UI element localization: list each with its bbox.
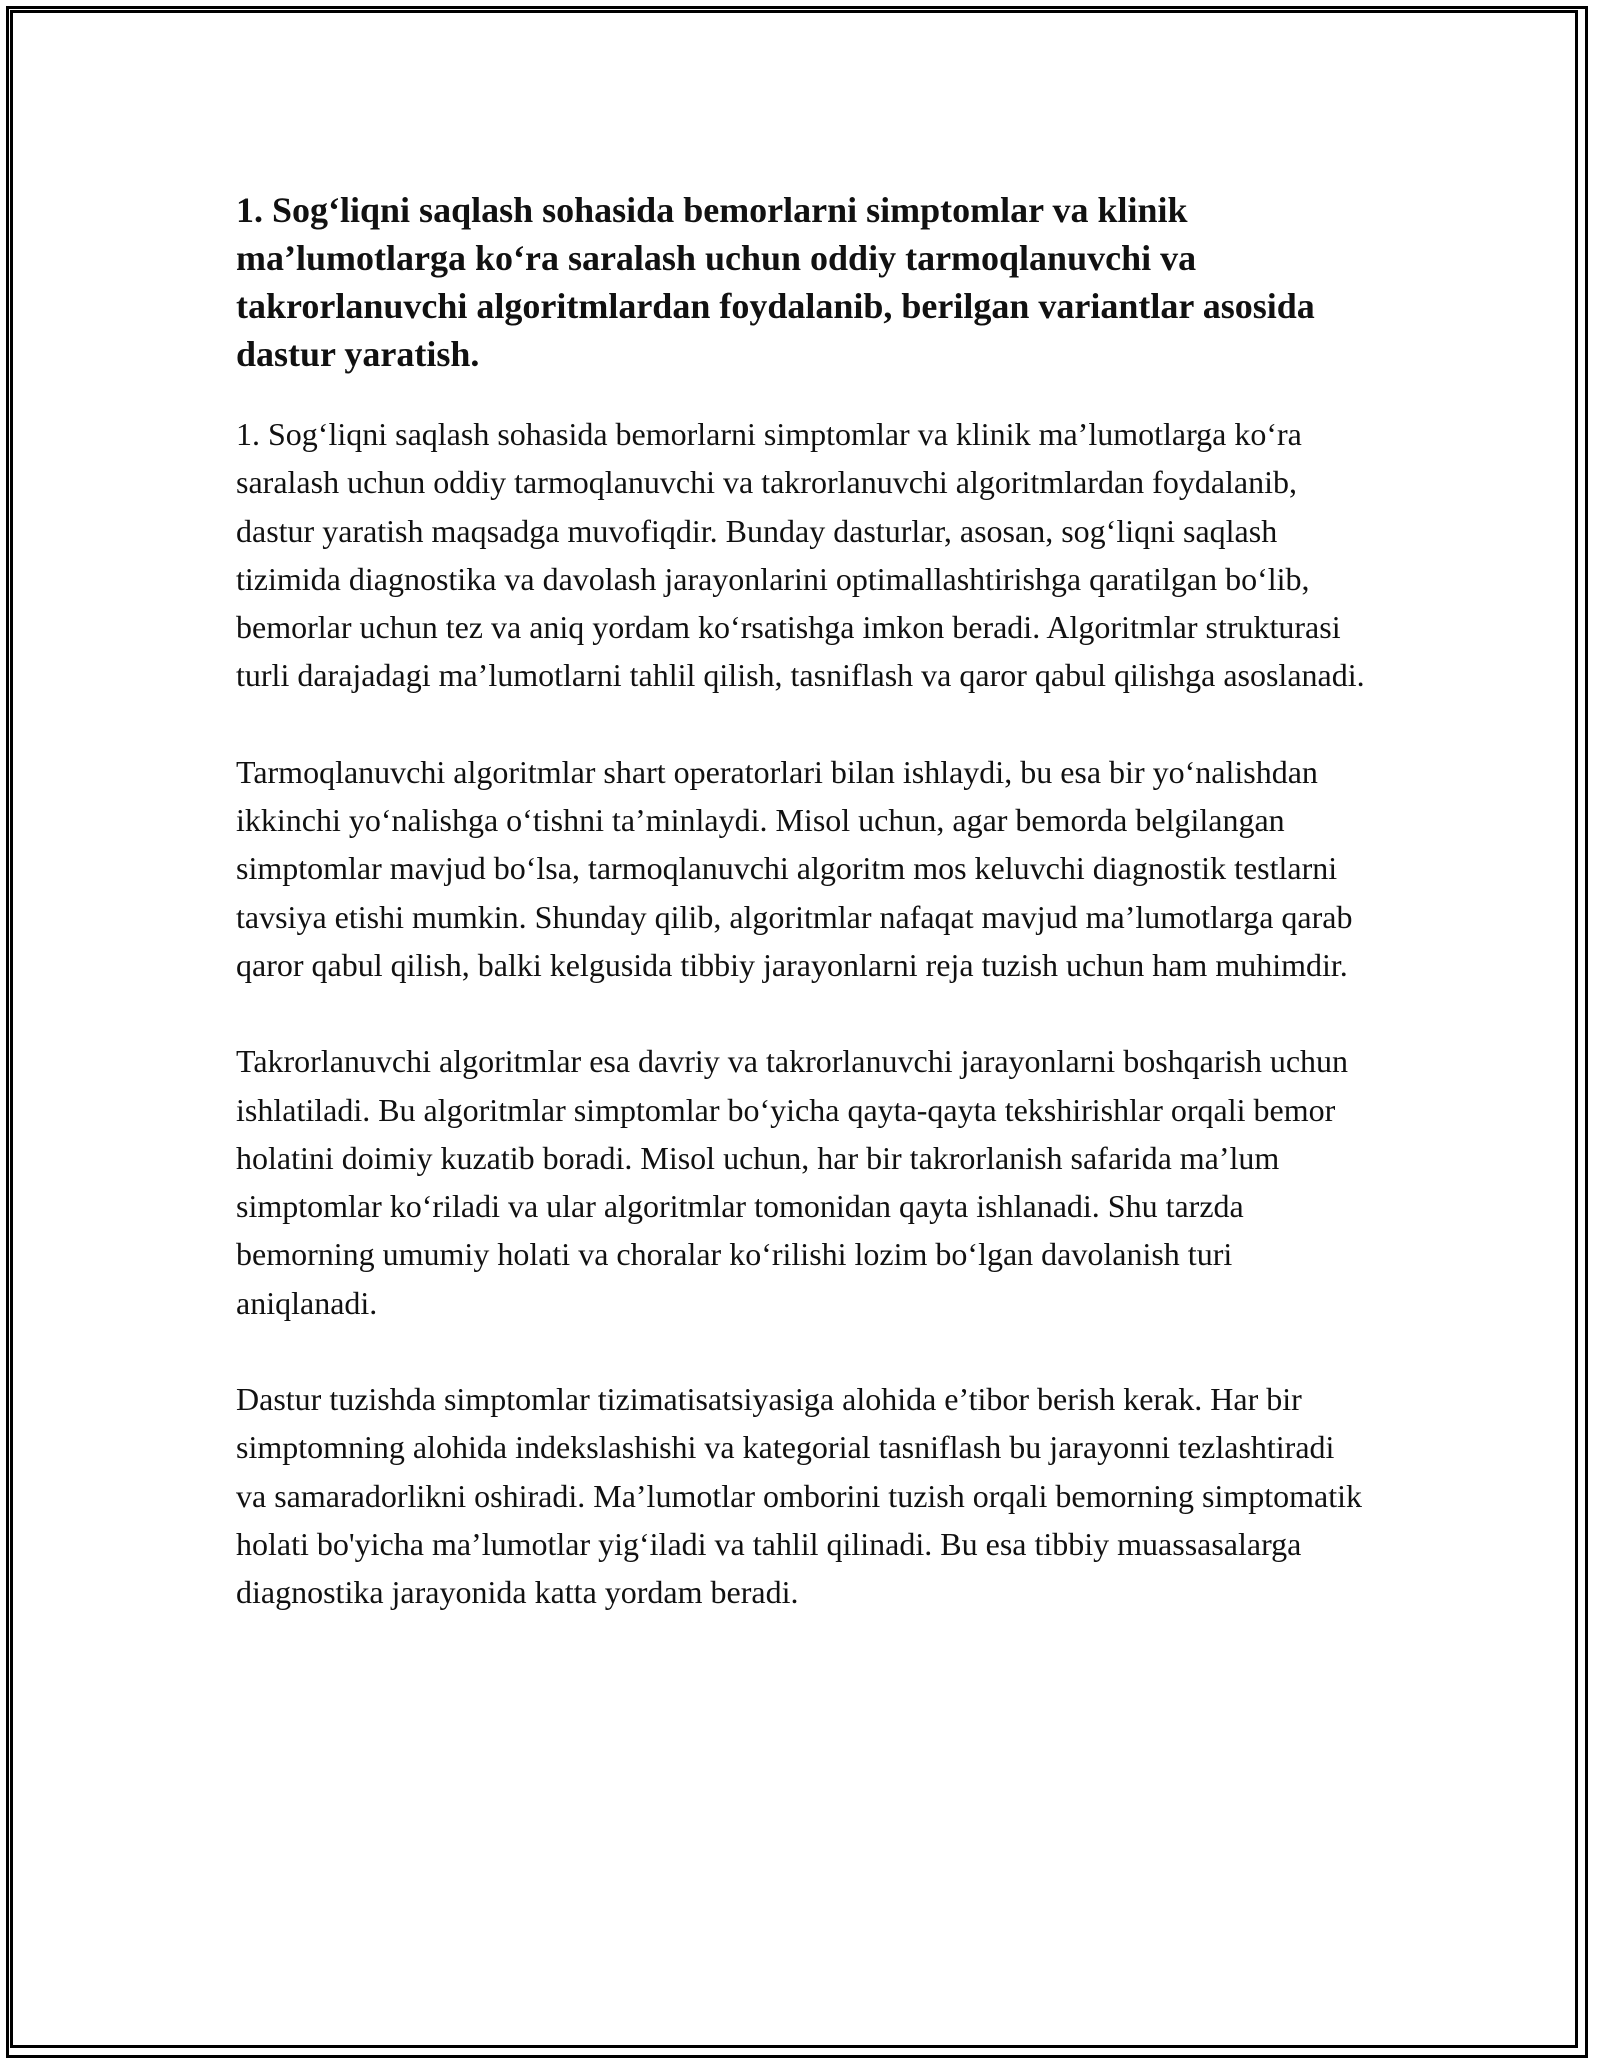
document-body <box>236 186 1366 1617</box>
paragraph-program-design: Dastur tuzishda simptomlar tizimatisatsiyasiga alohida e’tibor berish kerak. Har bir simptomning alohida indekslashishi va kategorial tasniflash bu jarayonni tezlashtiradi va samaradorlikni oshiradi. Ma’lumotlar omborini tuzish orqali bemorning simptomatik holati bo'yicha ma’lumotlar yig‘iladi va tahlil qilinadi. Bu esa tibbiy muassasalarga diagnostika jarayonida katta yordam beradi. <box>236 1381 1363 1611</box>
paragraph-intro: 1. Sog‘liqni saqlash sohasida bemorlarni simptomlar va klinik ma’lumotlarga ko‘ra saralash uchun oddiy tarmoqlanuvchi va takrorlanuvchi algoritmlardan foydalanib, dastur yaratish maqsadga muvofiqdir. Bunday dasturlar, asosan, sog‘liqni saqlash tizimida diagnostika va davolash jarayonlarini optimallashtirishga qaratilgan bo‘lib, bemorlar uchun tez va aniq yordam ko‘rsatishga imkon beradi. Algoritmlar strukturasi turli darajadagi ma’lumotlarni tahlil qilish, tasniflash va qaror qabul qilishga asoslanadi. <box>236 416 1365 694</box>
paragraph-branching-algorithms: Tarmoqlanuvchi algoritmlar shart operatorlari bilan ishlaydi, bu esa bir yo‘nalishdan ikkinchi yo‘nalishga o‘tishni ta’minlaydi. Misol uchun, agar bemorda belgilangan simptomlar mavjud bo‘lsa, tarmoqlanuvchi algoritm mos keluvchi diagnostik testlarni tavsiya etishi mumkin. Shunday qilib, algoritmlar nafaqat mavjud ma’lumotlarga qarab qaror qabul qilish, balki kelgusida tibbiy jarayonlarni reja tuzish uchun ham muhimdir. <box>236 753 1353 983</box>
paragraph-iterative-algorithms: Takrorlanuvchi algoritmlar esa davriy va takrorlanuvchi jarayonlarni boshqarish uchun ishlatiladi. Bu algoritmlar simptomlar bo‘yicha qayta-qayta tekshirishlar orqali bemor holatini doimiy kuzatib boradi. Misol uchun, har bir takrorlanish safarida ma’lum simptomlar ko‘riladi va ular algoritmlar tomonidan qayta ishlanadi. Shu tarzda bemorning umumiy holati va choralar ko‘rilishi lozim bo‘lgan davolanish turi aniqlanadi. <box>236 1043 1349 1321</box>
document-title: 1. Sog‘liqni saqlash sohasida bemorlarni simptomlar va klinik ma’lumotlarga ko‘ra saralash uchun oddiy tarmoqlanuvchi va takrorlanuvchi algoritmlardan foydalanib, berilgan variantlar asosida dastur yaratish. <box>236 190 1315 374</box>
